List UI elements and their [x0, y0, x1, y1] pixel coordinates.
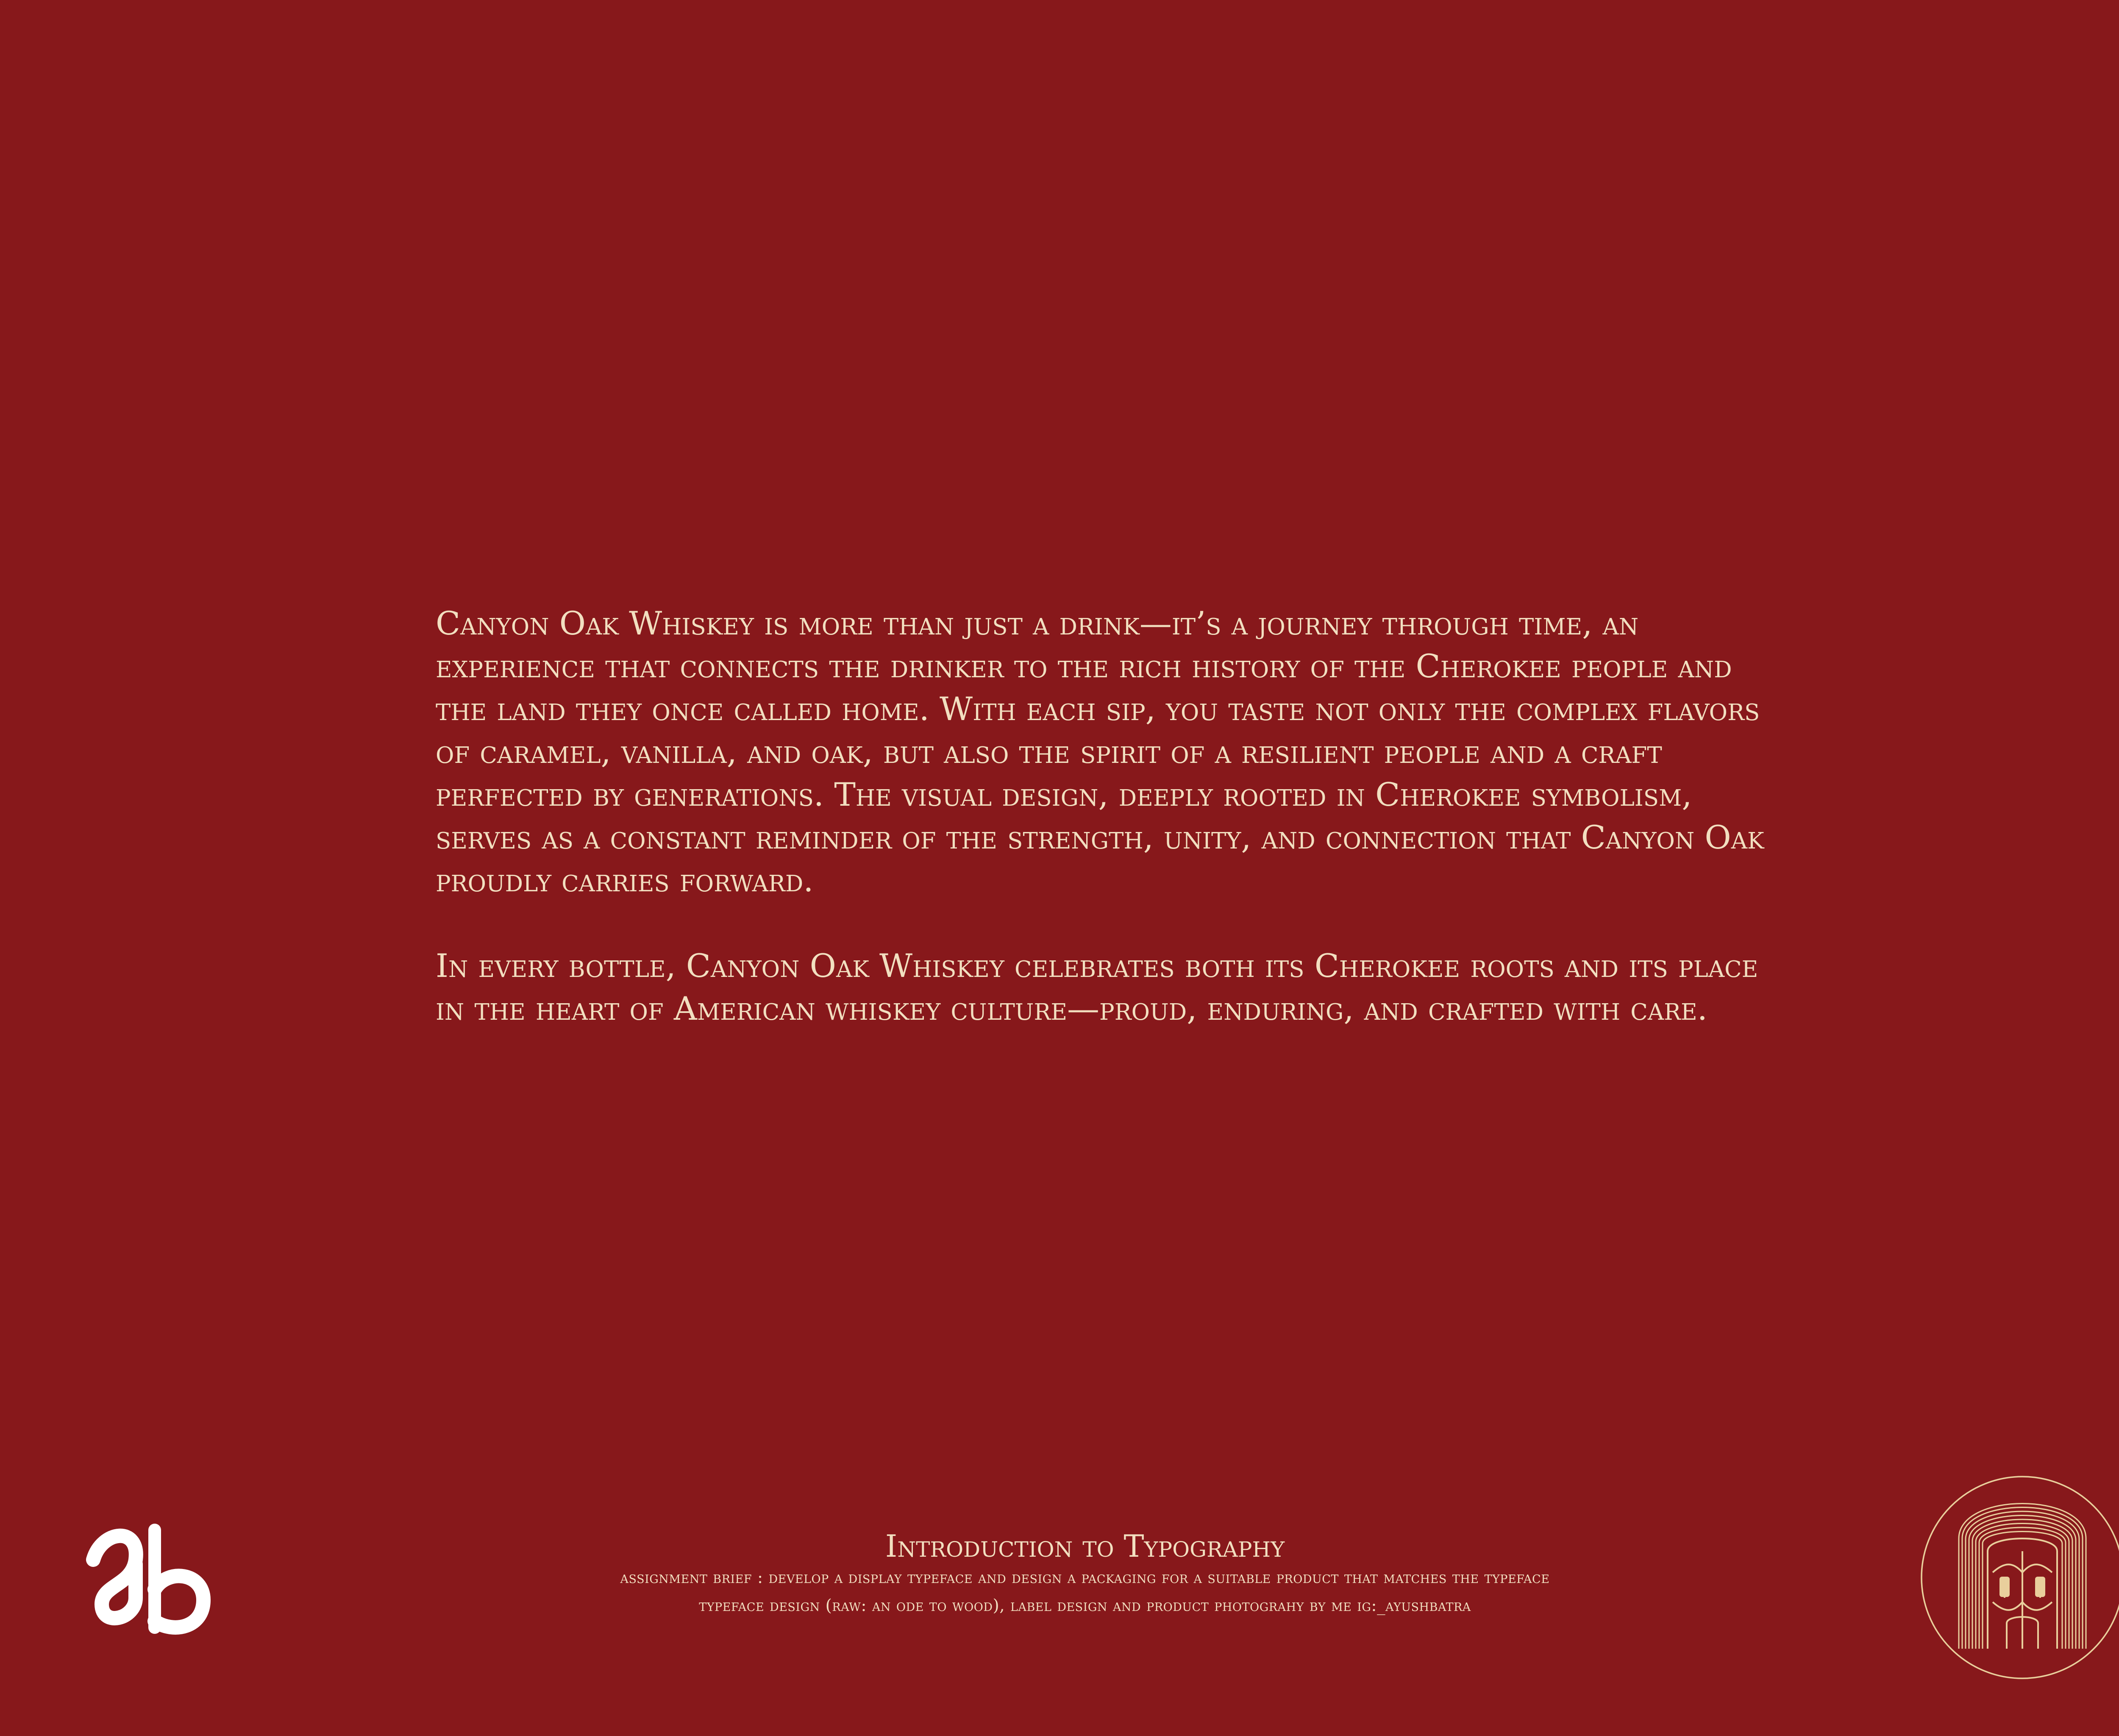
assignment-brief: assignment brief : develop a display typeface and design a packaging for a suitable product that matches the typeface: [620, 1568, 1550, 1587]
ab-monogram-icon: [76, 1513, 220, 1653]
wood-glyph-seal-icon: [1920, 1475, 2119, 1680]
footer-title: Introduction to Typography: [885, 1528, 1285, 1564]
paragraph-closing: In every bottle, Canyon Oak Whiskey celebrates both its Cherokee roots and its place in the heart of American whiskey culture—proud, enduring, and crafted with care.: [436, 947, 1758, 1027]
body-copy: [436, 602, 1771, 1030]
paragraph-intro: Canyon Oak Whiskey is more than just a drink—it’s a journey through time, an experience that connects the drinker to the rich history of the Cherokee people and the land they once called home. With each sip, you taste not only the complex flavors of caramel, vanilla, and oak, but also the spirit of a resilient people and a craft perfected by generations. The visual design, deeply rooted in Cherokee symbolism, serves as a constant reminder of the strength, unity, and connection that Canyon Oak proudly carries forward.: [436, 604, 1764, 899]
footer-credits: [449, 1528, 1721, 1620]
credits-line: typeface design (raw: an ode to wood), label design and product photograhy by me ig:_ayushbatra: [699, 1596, 1471, 1615]
